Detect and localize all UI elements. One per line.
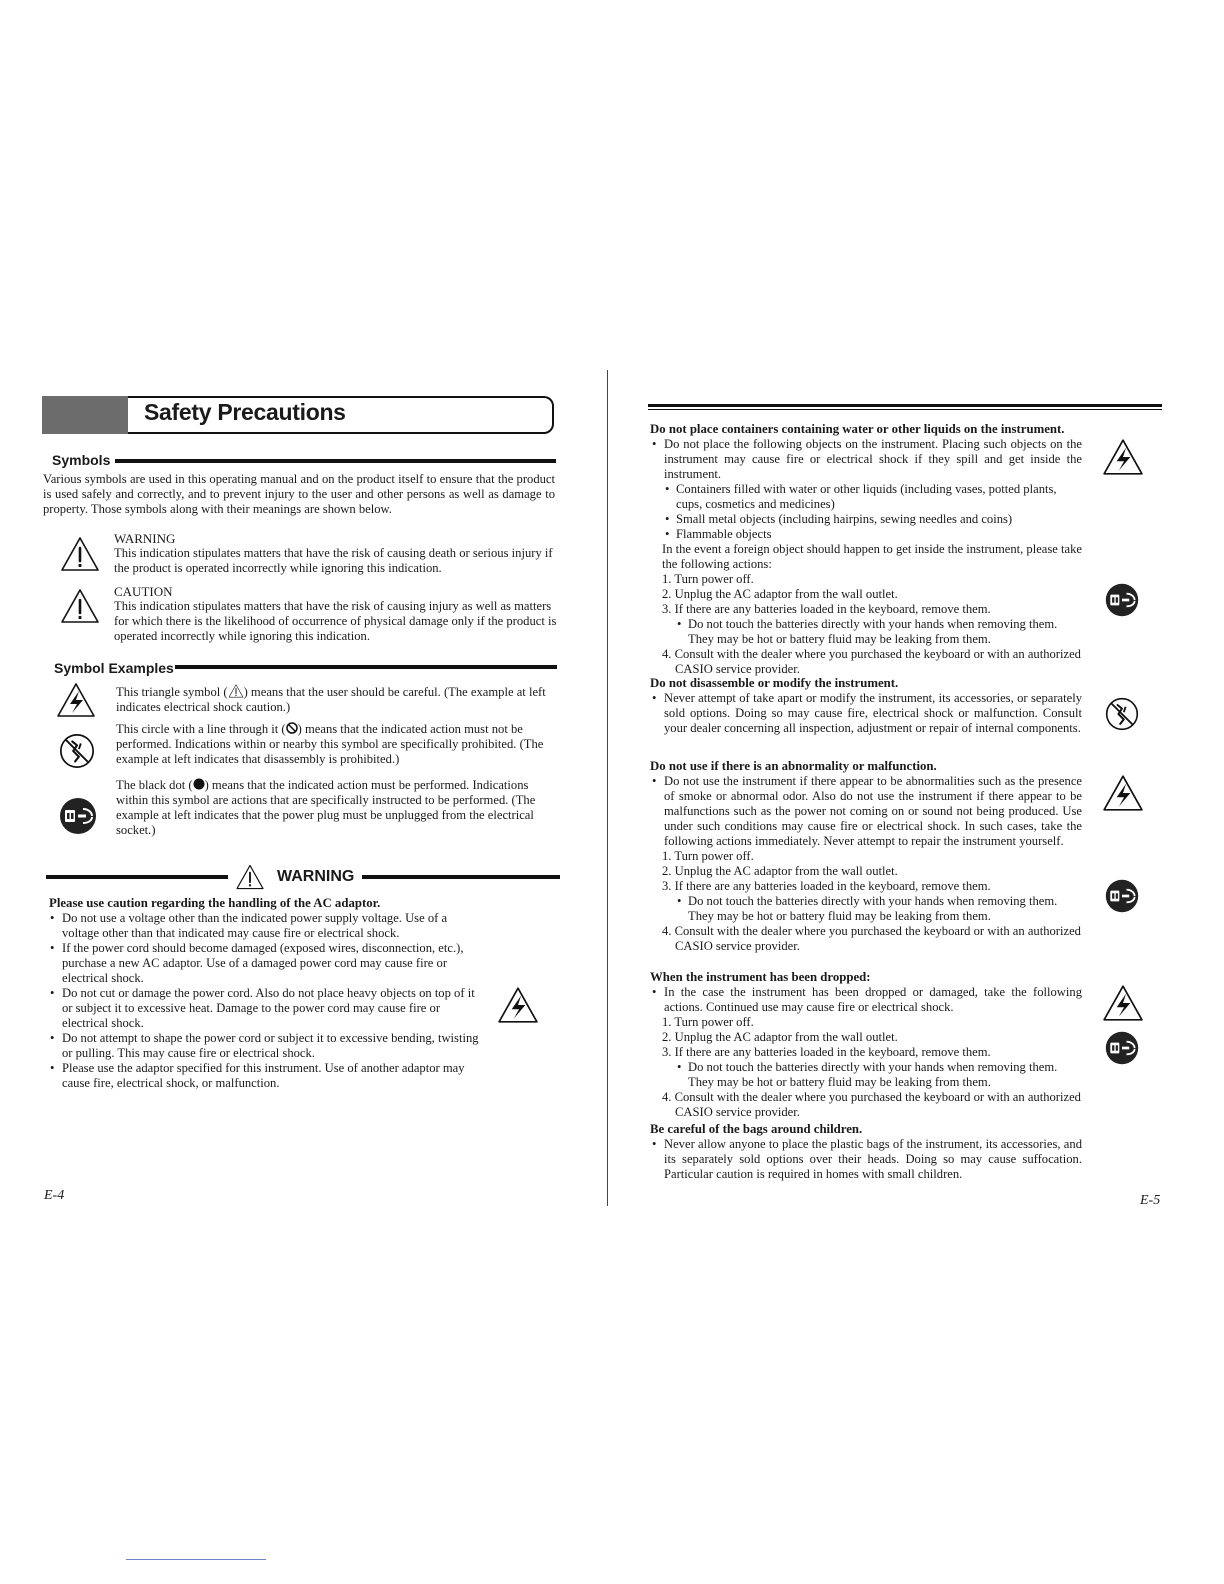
example-dot-text: The black dot ( ) means that the indicated action must be performed. Indications within this symbol are actions that are specifically instructed to be performed. (The example at left indicates that the power plug must be unplugged from the electrical socket.)	[116, 778, 536, 837]
list-item: 1. Turn power off.	[662, 1015, 754, 1029]
example-triangle-text: This triangle symbol ( ) means that the user should be careful. (The example at left indicates electrical shock caution.)	[116, 685, 546, 714]
list-item: 1. Turn power off.	[662, 849, 754, 863]
abnormality-shock-triangle-icon	[1102, 774, 1144, 812]
page-number-left: E-4	[44, 1188, 65, 1203]
warning-banner-triangle-icon	[235, 864, 265, 890]
caution-definition: This indication stipulates matters that have the risk of causing injury as well as matters for which there is the likelihood of occurrence of physical damage only if the product is operated incorrectly while ignoring this indication.	[114, 599, 557, 643]
list-item: • Containers filled with water or other liquids (including vases, potted plants, cups, cosmetics and medicines)	[664, 482, 1082, 512]
list-item: 2. Unplug the AC adaptor from the wall outlet.	[662, 1030, 898, 1044]
page-title: Safety Precautions	[144, 399, 346, 425]
adaptor-bullet-list	[48, 911, 484, 1091]
symbols-heading: Symbols	[52, 452, 111, 468]
abnormality-heading: Do not use if there is an abnormality or malfunction.	[650, 759, 937, 773]
caution-label: CAUTION	[114, 584, 173, 599]
list-item: • Do not touch the batteries directly with your hands when removing them. They may be hot or battery fluid may be leaking from them.	[676, 1060, 1082, 1090]
caution-triangle-icon	[60, 588, 100, 624]
list-item: • Flammable objects	[664, 527, 1082, 542]
list-item: • If the power cord should become damaged (exposed wires, disconnection, etc.), purchase a new AC adaptor. Use of a damaged power cord may cause fire or electrical shock.	[48, 941, 484, 986]
title-block	[42, 396, 554, 434]
list-item: • Do not use the instrument if there appear to be abnormalities such as the presence of smoke or abnormal odor. Also do not use the instrument if there appear to be malfunctions such as the power not coming on or sound not being produced. Use under such conditions may cause fire or electrical shock. In such cases, take the following actions immediately. Never attempt to repair the instrument yourself.	[650, 774, 1082, 849]
no-disassembly-icon	[58, 732, 96, 770]
small-prohibit-icon	[286, 722, 298, 734]
abnormality-section	[650, 774, 1082, 954]
liquids-event-text: In the event a foreign object should happen to get inside the instrument, please take the following actions:	[662, 542, 1083, 571]
symbols-rule	[115, 459, 556, 463]
warning-definition: This indication stipulates matters that have the risk of causing death or serious injury if the product is operated incorrectly while ignoring this indication.	[114, 546, 553, 575]
list-item: 3. If there are any batteries loaded in the keyboard, remove them.	[662, 1045, 991, 1059]
warning-triangle-icon	[60, 536, 100, 572]
liquids-section	[650, 437, 1082, 677]
list-item: • Never allow anyone to place the plastic bags of the instrument, its accessories, and its separately sold options over their heads. Doing so may cause suffocation. Particular caution is required in homes with small children.	[650, 1137, 1082, 1182]
title-shade	[42, 396, 128, 434]
page-number-right: E-5	[1140, 1193, 1161, 1208]
warning-banner-rule-right	[362, 875, 560, 879]
small-triangle-icon	[228, 684, 244, 698]
bags-heading: Be careful of the bags around children.	[650, 1122, 863, 1136]
list-item: 4. Consult with the dealer where you purchased the keyboard or with an authorized CASIO service provider.	[662, 924, 1081, 953]
right-top-rule-1	[648, 404, 1162, 407]
scan-artifact-line	[126, 1559, 266, 1560]
dropped-heading: When the instrument has been dropped:	[650, 970, 871, 984]
warning-label: WARNING	[114, 531, 176, 546]
disassemble-heading: Do not disassemble or modify the instrument.	[650, 676, 899, 690]
list-item: 4. Consult with the dealer where you purchased the keyboard or with an authorized CASIO service provider.	[662, 647, 1081, 676]
list-item: 2. Unplug the AC adaptor from the wall outlet.	[662, 864, 898, 878]
list-item: • Do not place the following objects on the instrument. Placing such objects on the instrument may cause fire or electrical shock if they spill and get inside the instrument.	[650, 437, 1082, 482]
example-circle-text: This circle with a line through it ( ) means that the indicated action must not be performed. Indications within or nearby this symbol are specifically prohibited. (The example at left indicates that disassembly is prohibited.)	[116, 722, 544, 766]
list-item: • Small metal objects (including hairpins, sewing needles and coins)	[664, 512, 1082, 527]
no-disassembly-icon	[1104, 696, 1140, 732]
list-item: • Do not touch the batteries directly with your hands when removing them. They may be hot or battery fluid may be leaking from them.	[676, 894, 1082, 924]
liquids-unplug-icon	[1104, 582, 1140, 618]
symbol-examples-heading: Symbol Examples	[54, 660, 174, 676]
black-dot-icon	[193, 778, 205, 790]
adaptor-shock-triangle-icon	[497, 986, 539, 1024]
list-item: 3. If there are any batteries loaded in the keyboard, remove them.	[662, 879, 991, 893]
list-item: • Do not cut or damage the power cord. Also do not place heavy objects on top of it or subject it to excessive heat. Damage to the power cord may cause fire or electrical shock.	[48, 986, 484, 1031]
list-item: • Do not touch the batteries directly with your hands when removing them. They may be hot or battery fluid may be leaking from them.	[676, 617, 1082, 647]
list-item: • Do not use a voltage other than the indicated power supply voltage. Use of a voltage other than that indicated may cause fire or electrical shock.	[48, 911, 484, 941]
list-item: 3. If there are any batteries loaded in the keyboard, remove them.	[662, 602, 991, 616]
dropped-unplug-icon	[1104, 1030, 1140, 1066]
page-divider	[607, 370, 608, 1206]
disassemble-list	[650, 691, 1082, 736]
adaptor-heading: Please use caution regarding the handling of the AC adaptor.	[49, 896, 381, 910]
symbol-examples-rule	[175, 665, 557, 669]
dropped-section	[650, 985, 1082, 1120]
abnormality-unplug-icon	[1104, 878, 1140, 914]
list-item: • Do not attempt to shape the power cord or subject it to excessive bending, twisting or pulling. This may cause fire or electrical shock.	[48, 1031, 484, 1061]
bags-list	[650, 1137, 1082, 1182]
list-item: 2. Unplug the AC adaptor from the wall outlet.	[662, 587, 898, 601]
symbols-intro: Various symbols are used in this operating manual and on the product itself to ensure that the product is used safely and correctly, and to prevent injury to the user and other persons as well as damage to property. Those symbols along with their meanings are shown below.	[43, 472, 555, 516]
liquids-heading: Do not place containers containing water or other liquids on the instrument.	[650, 422, 1065, 436]
dropped-shock-triangle-icon	[1102, 984, 1144, 1022]
list-item: • Never attempt of take apart or modify the instrument, its accessories, or separately sold options. Doing so may cause fire, electrical shock or malfunction. Consult your dealer concerning all inspection, adjustment or repair of internal components.	[650, 691, 1082, 736]
list-item: 1. Turn power off.	[662, 572, 754, 586]
liquids-shock-triangle-icon	[1102, 438, 1144, 476]
warning-banner-label: WARNING	[277, 868, 355, 885]
list-item: • In the case the instrument has been dropped or damaged, take the following actions. Continued use may cause fire or electrical shock.	[650, 985, 1082, 1015]
right-top-rule-2	[648, 409, 1162, 410]
electric-shock-triangle-icon	[56, 682, 96, 718]
warning-banner-rule-left	[46, 875, 228, 879]
list-item: • Please use the adaptor specified for this instrument. Use of another adaptor may cause fire, electrical shock, or malfunction.	[48, 1061, 484, 1091]
unplug-icon	[58, 796, 98, 836]
list-item: 4. Consult with the dealer where you purchased the keyboard or with an authorized CASIO service provider.	[662, 1090, 1081, 1119]
